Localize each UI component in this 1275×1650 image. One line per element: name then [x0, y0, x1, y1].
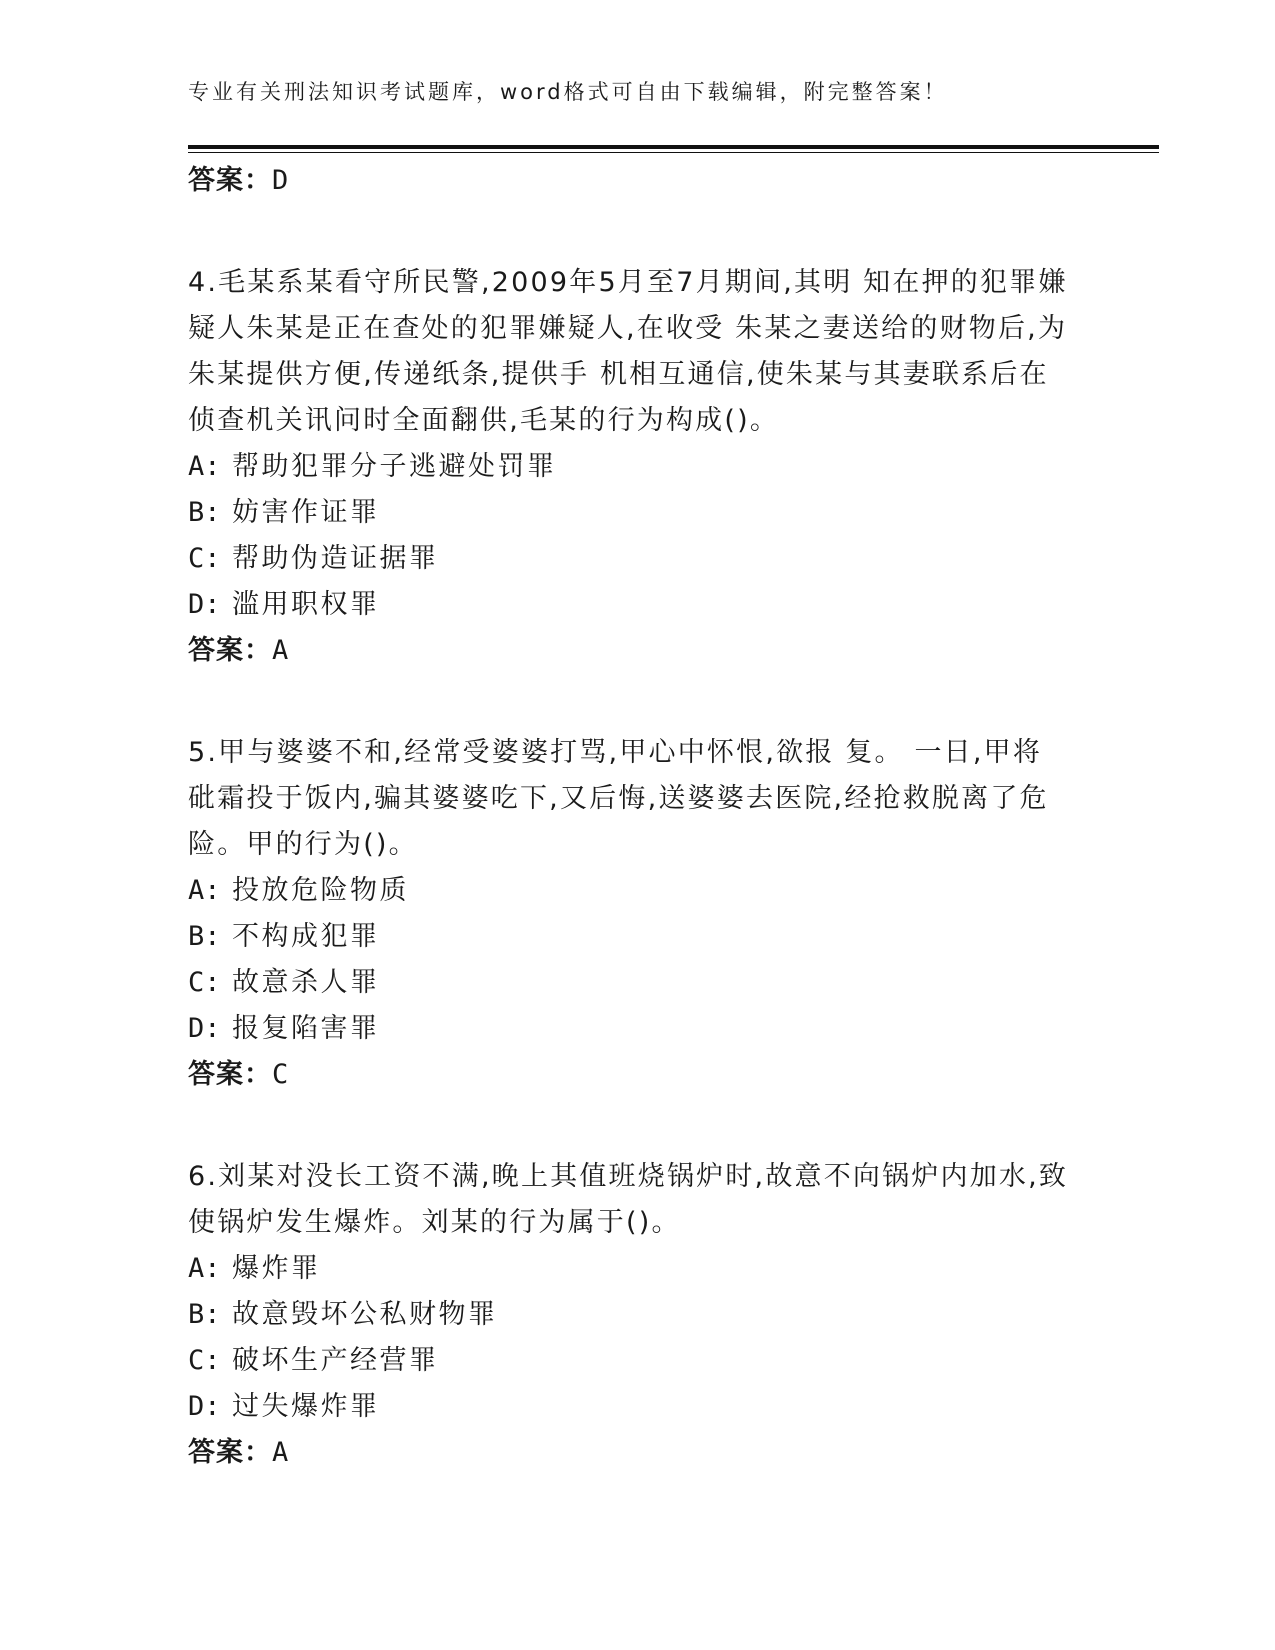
option-key: C: — [188, 543, 221, 574]
header-divider-thin — [188, 152, 1159, 153]
option-key: B: — [188, 1299, 221, 1330]
question-line: 朱某提供方便,传递纸条,提供手 机相互通信,使朱某与其妻联系后在 — [188, 359, 1049, 390]
option-a — [188, 1246, 1088, 1292]
question-line: 砒霜投于饭内,骗其婆婆吃下,又后悔,送婆婆去医院,经抢救脱离了危 — [188, 783, 1049, 814]
option-key: B: — [188, 921, 221, 952]
question-stem — [188, 730, 1088, 868]
option-d — [188, 582, 1088, 628]
question-line: 5.甲与婆婆不和,经常受婆婆打骂,甲心中怀恨,欲报 复。 一日,甲将 — [188, 737, 1043, 768]
option-key: C: — [188, 967, 221, 998]
option-b — [188, 914, 1088, 960]
question-line: 险。甲的行为()。 — [188, 829, 418, 860]
document-body — [188, 158, 1088, 1476]
option-a — [188, 868, 1088, 914]
question-line: 4.毛某系某看守所民警,2009年5月至7月期间,其明 知在押的犯罪嫌 — [188, 267, 1068, 298]
option-key: D: — [188, 1013, 221, 1044]
option-text: 报复陷害罪 — [232, 1013, 380, 1044]
answer-label: 答案： — [188, 165, 272, 196]
header-divider — [188, 145, 1159, 149]
option-key: A: — [188, 451, 221, 482]
answer-label: 答案： — [188, 635, 272, 666]
option-c — [188, 960, 1088, 1006]
option-c — [188, 536, 1088, 582]
option-key: B: — [188, 497, 221, 528]
option-text: 故意毁坏公私财物罪 — [232, 1299, 498, 1330]
question-stem — [188, 260, 1088, 444]
option-a — [188, 444, 1088, 490]
option-text: 帮助犯罪分子逃避处罚罪 — [232, 451, 557, 482]
question-line: 6.刘某对没长工资不满,晚上其值班烧锅炉时,故意不向锅炉内加水,致 — [188, 1161, 1069, 1192]
option-text: 妨害作证罪 — [232, 497, 380, 528]
option-text: 爆炸罪 — [232, 1253, 321, 1284]
spacer — [188, 674, 1088, 730]
option-key: D: — [188, 589, 221, 620]
option-text: 过失爆炸罪 — [232, 1391, 380, 1422]
option-text: 破坏生产经营罪 — [232, 1345, 439, 1376]
option-text: 故意杀人罪 — [232, 967, 380, 998]
option-key: D: — [188, 1391, 221, 1422]
question-line: 疑人朱某是正在查处的犯罪嫌疑人,在收受 朱某之妻送给的财物后,为 — [188, 313, 1068, 344]
page-header: 专业有关刑法知识考试题库，word格式可自由下载编辑，附完整答案！ — [188, 80, 948, 104]
option-key: A: — [188, 1253, 221, 1284]
option-key: A: — [188, 875, 221, 906]
answer-line — [188, 158, 1088, 204]
option-d — [188, 1006, 1088, 1052]
option-text: 不构成犯罪 — [232, 921, 380, 952]
answer-value: C — [272, 1059, 290, 1090]
question-line: 侦查机关讯问时全面翻供,毛某的行为构成()。 — [188, 405, 780, 436]
spacer — [188, 1098, 1088, 1154]
question-stem — [188, 1154, 1088, 1246]
answer-label: 答案： — [188, 1437, 272, 1468]
answer-line — [188, 1052, 1088, 1098]
question-line: 使锅炉发生爆炸。刘某的行为属于()。 — [188, 1207, 681, 1238]
answer-value: A — [272, 1437, 290, 1468]
option-b — [188, 1292, 1088, 1338]
answer-label: 答案： — [188, 1059, 272, 1090]
answer-line — [188, 1430, 1088, 1476]
option-text: 帮助伪造证据罪 — [232, 543, 439, 574]
option-b — [188, 490, 1088, 536]
option-c — [188, 1338, 1088, 1384]
answer-value: A — [272, 635, 290, 666]
option-text: 投放危险物质 — [232, 875, 409, 906]
option-text: 滥用职权罪 — [232, 589, 380, 620]
answer-line — [188, 628, 1088, 674]
option-key: C: — [188, 1345, 221, 1376]
answer-value: D — [272, 165, 290, 196]
spacer — [188, 204, 1088, 260]
option-d — [188, 1384, 1088, 1430]
